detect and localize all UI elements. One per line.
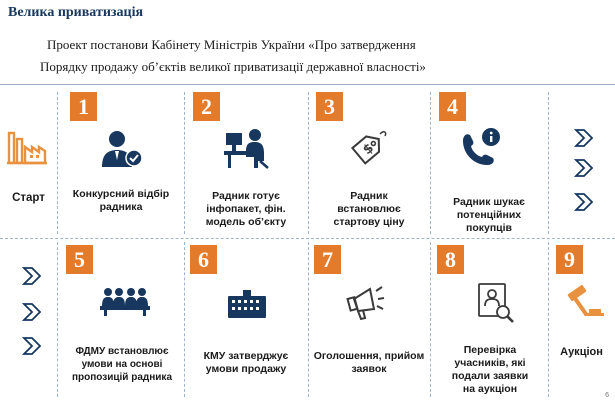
chevron-right-icon bbox=[20, 266, 44, 286]
step-text-line: на аукціон bbox=[462, 383, 518, 395]
step-8-text bbox=[432, 344, 548, 396]
step-text-line: модель об’єкту bbox=[205, 216, 287, 228]
subtitle-line-1: Проект постанови Кабінету Міністрів України «Про затвердження bbox=[47, 37, 416, 52]
step-number-badge: 3 bbox=[316, 92, 343, 121]
meeting-icon bbox=[100, 286, 150, 316]
step-1-text bbox=[60, 188, 182, 214]
chevron-right-icon bbox=[20, 336, 44, 356]
step-text-line: радника bbox=[99, 201, 143, 213]
chevron-right-icon bbox=[572, 192, 596, 212]
step-3-text bbox=[310, 190, 428, 229]
step-text-line: встановлює bbox=[337, 203, 401, 215]
divider-h bbox=[0, 238, 615, 239]
price-tag-icon bbox=[348, 128, 388, 168]
page-number: 6 bbox=[605, 392, 609, 399]
title-rule bbox=[0, 84, 615, 85]
gavel-icon bbox=[566, 283, 606, 321]
step-9-text bbox=[548, 346, 615, 359]
step-number-badge: 6 bbox=[190, 245, 217, 274]
step-text-line: Радник готує bbox=[212, 190, 280, 202]
divider-v-3 bbox=[308, 92, 309, 234]
chevron-right-icon bbox=[572, 158, 596, 178]
step-text-line: інфопакет, фін. bbox=[206, 203, 286, 215]
chevron-right-icon bbox=[20, 302, 44, 322]
divider-v-2 bbox=[184, 92, 185, 234]
step-text-line: подали заявки bbox=[451, 370, 529, 382]
chevron-right-icon bbox=[572, 128, 596, 148]
step-text-line: покупців bbox=[465, 222, 513, 234]
government-building-icon bbox=[228, 290, 266, 318]
step-4-text bbox=[432, 196, 546, 235]
step-7-text bbox=[310, 350, 428, 376]
step-text-line: потенційних bbox=[456, 209, 522, 221]
step-text-line: учасників, які bbox=[454, 357, 526, 369]
divider-v-5 bbox=[548, 92, 549, 234]
factory-icon bbox=[6, 125, 48, 167]
divider-v-10 bbox=[548, 242, 549, 397]
step-text-line: ФДМУ встановлює bbox=[75, 346, 169, 357]
step-text-line: умови на основі bbox=[81, 359, 163, 370]
step-text-line: КМУ затверджує bbox=[203, 350, 289, 362]
step-text-line: Перевірка bbox=[463, 344, 517, 356]
divider-v-7 bbox=[184, 242, 185, 397]
start-cell bbox=[0, 92, 57, 238]
divider-v-6 bbox=[57, 242, 58, 397]
divider-v-4 bbox=[430, 92, 431, 234]
phone-info-icon bbox=[459, 127, 503, 169]
step-2-text bbox=[186, 190, 306, 229]
start-label: Старт bbox=[12, 192, 45, 204]
step-text-line: пропозицій радника bbox=[71, 372, 172, 383]
step-text-line: Конкурсний відбір bbox=[72, 188, 170, 200]
step-text-line: стартову ціну bbox=[333, 216, 405, 228]
step-number-badge: 4 bbox=[439, 92, 466, 121]
step-number-badge: 9 bbox=[556, 245, 583, 274]
step-5-text bbox=[60, 345, 184, 384]
step-text-line: Оголошення, прийом bbox=[313, 350, 425, 362]
step-number-badge: 1 bbox=[70, 92, 97, 121]
step-number-badge: 8 bbox=[437, 245, 464, 274]
subtitle-line-2: Порядку продажу об’єктів великої приватизації державної власності» bbox=[40, 59, 426, 74]
slide-title: Велика приватизація bbox=[8, 5, 144, 20]
step-text-line: Радник шукає bbox=[453, 196, 525, 208]
step-number-badge: 7 bbox=[314, 245, 341, 274]
step-6-text bbox=[186, 350, 306, 376]
svg-text:$: $ bbox=[360, 140, 377, 159]
megaphone-icon bbox=[344, 283, 386, 321]
step-text-line: заявок bbox=[351, 363, 387, 375]
step-text-line: умови продажу bbox=[205, 363, 287, 375]
step-number-badge: 5 bbox=[66, 245, 93, 274]
divider-v-9 bbox=[430, 242, 431, 397]
step-text-line: Аукціон bbox=[560, 346, 603, 358]
divider-v-1 bbox=[57, 92, 58, 234]
desk-worker-icon bbox=[224, 127, 270, 169]
divider-v-8 bbox=[308, 242, 309, 397]
step-number-badge: 2 bbox=[193, 92, 220, 121]
step-text-line: Радник bbox=[350, 190, 388, 202]
manager-check-icon bbox=[100, 130, 144, 168]
id-magnifier-icon bbox=[475, 282, 515, 324]
